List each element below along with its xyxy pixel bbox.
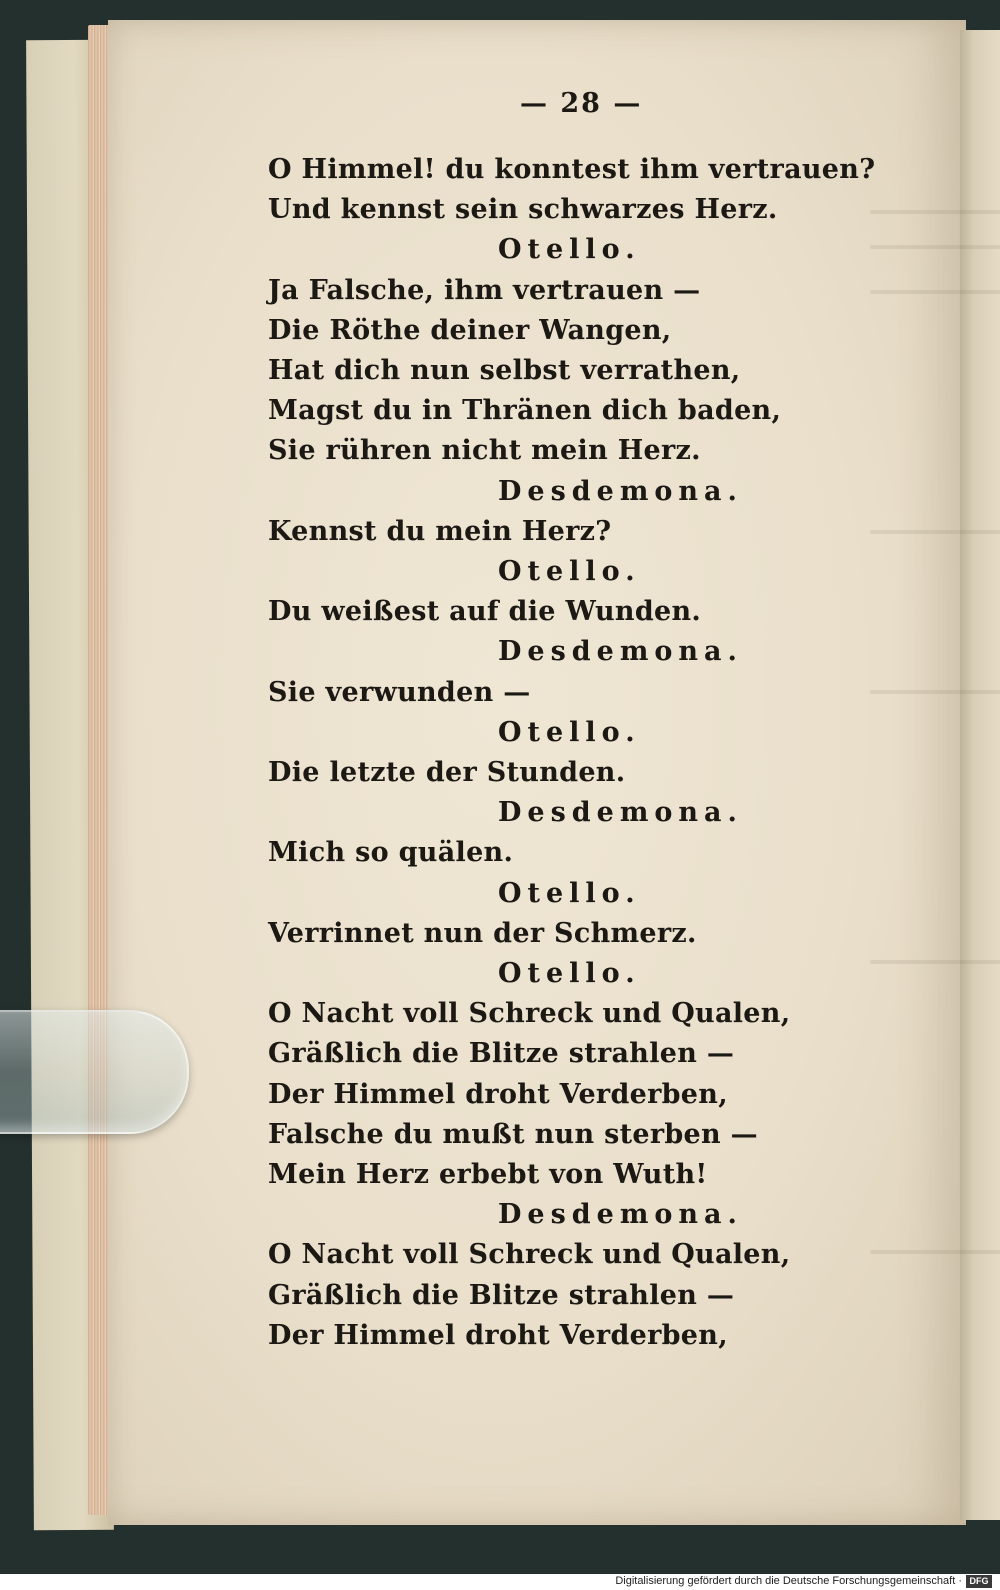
speaker-name: Otello. bbox=[498, 556, 641, 587]
speaker-name: Otello. bbox=[498, 958, 641, 989]
verse-line: Hat dich nun selbst verrathen, bbox=[268, 355, 741, 386]
verse-line: Sie verwunden — bbox=[268, 676, 531, 708]
speaker-name: Desdemona. bbox=[498, 797, 743, 829]
dfg-logo-icon: DFG bbox=[966, 1575, 992, 1588]
bleed-through-mark bbox=[870, 690, 1000, 694]
verse-line: Die Röthe deiner Wangen, bbox=[268, 314, 672, 346]
verse-line: O Himmel! du konntest ihm vertrauen? bbox=[268, 154, 876, 185]
verse-line: Mich so quälen. bbox=[268, 837, 514, 869]
verse-line: Ja Falsche, ihm vertrauen — bbox=[268, 274, 701, 306]
speaker-name: Desdemona. bbox=[498, 475, 743, 507]
speaker-name: Desdemona. bbox=[498, 1199, 743, 1231]
bleed-through-mark bbox=[870, 245, 1000, 249]
glass-page-weight bbox=[0, 1010, 189, 1134]
verse-line: Magst du in Thränen dich baden, bbox=[268, 395, 782, 427]
verse-line: Sie rühren nicht mein Herz. bbox=[268, 435, 701, 467]
verse-line: Gräßlich die Blitze strahlen — bbox=[268, 1279, 735, 1311]
bleed-through-mark bbox=[870, 290, 1000, 294]
bleed-through-mark bbox=[870, 210, 1000, 214]
speaker-name: Otello. bbox=[498, 716, 641, 748]
verse-line: Kennst du mein Herz? bbox=[268, 515, 612, 547]
speaker-name: Desdemona. bbox=[498, 636, 743, 668]
verse-line: Verrinnet nun der Schmerz. bbox=[268, 917, 697, 949]
facing-page-edge bbox=[960, 30, 1000, 1520]
bleed-through-mark bbox=[870, 1250, 1000, 1254]
verse-line: Du weißest auf die Wunden. bbox=[268, 596, 702, 628]
verse-line: Gräßlich die Blitze strahlen — bbox=[268, 1038, 735, 1070]
verse-line: Mein Herz erbebt von Wuth! bbox=[268, 1159, 708, 1190]
verse-line: Und kennst sein schwarzes Herz. bbox=[268, 194, 778, 226]
verse-line: Die letzte der Stunden. bbox=[268, 757, 626, 788]
bleed-through-mark bbox=[870, 530, 1000, 534]
verse-line: O Nacht voll Schreck und Qualen, bbox=[268, 1239, 791, 1271]
verse-line: Falsche du mußt nun sterben — bbox=[268, 1118, 758, 1150]
verse-line: Der Himmel droht Verderben, bbox=[268, 1319, 728, 1351]
verse-line: Der Himmel droht Verderben, bbox=[268, 1078, 728, 1110]
speaker-name: Otello. bbox=[498, 234, 641, 266]
footer-credit: Digitalisierung gefördert durch die Deutsche Forschungsgemeinschaft · bbox=[615, 1575, 962, 1587]
speaker-name: Otello. bbox=[498, 877, 641, 909]
bleed-through-mark bbox=[870, 960, 1000, 964]
page-number: — 28 — bbox=[520, 88, 643, 119]
verse-line: O Nacht voll Schreck und Qualen, bbox=[268, 998, 791, 1030]
